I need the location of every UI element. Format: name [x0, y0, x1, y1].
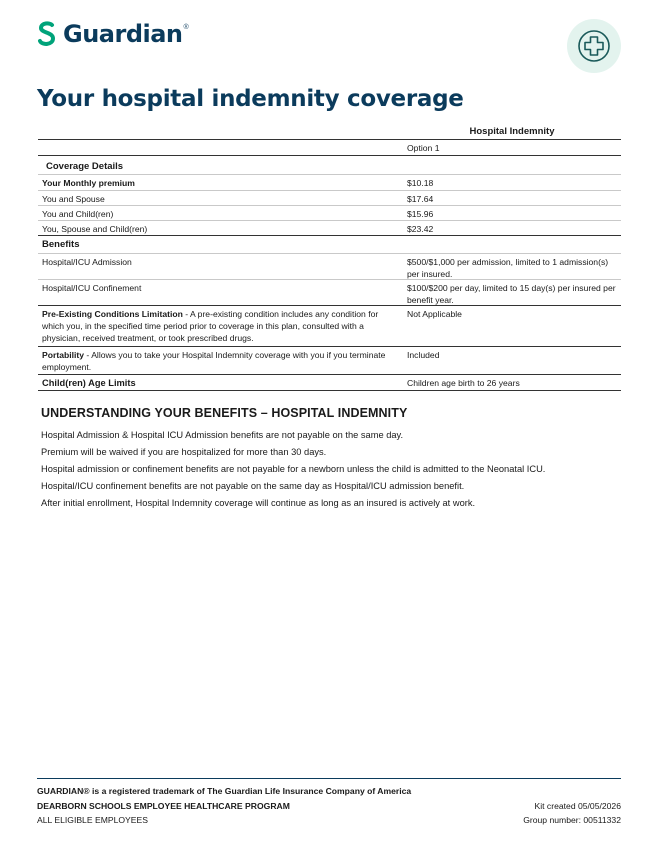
row-description: - Allows you to take your Hospital Indemnity coverage with you if you terminate employment.: [42, 350, 386, 372]
row-label: Pre-Existing Conditions Limitation: [42, 309, 183, 319]
row-value: $500/$1,000 per admission, limited to 1 admission(s) per insured.: [407, 257, 609, 279]
table-row: [38, 175, 621, 191]
brand-name: Guardian: [63, 20, 183, 48]
row-label: Hospital/ICU Admission: [42, 257, 132, 267]
row-label: You and Child(ren): [42, 209, 114, 219]
footer-eligibility: ALL ELIGIBLE EMPLOYEES: [37, 815, 148, 825]
footer-program: DEARBORN SCHOOLS EMPLOYEE HEALTHCARE PROGRAM: [37, 801, 290, 811]
row-label: Hospital/ICU Confinement: [42, 283, 142, 293]
list-item: Hospital/ICU confinement benefits are not payable on the same day as Hospital/ICU admission benefit.: [41, 481, 465, 491]
table-row: [38, 375, 621, 391]
understanding-list: [41, 427, 621, 512]
footer-trademark: GUARDIAN® is a registered trademark of The Guardian Life Insurance Company of America: [37, 786, 412, 796]
table-row-coverage-details: [38, 156, 621, 175]
footer-kit-created: Kit created 05/05/2026: [534, 801, 621, 811]
understanding-title: UNDERSTANDING YOUR BENEFITS – HOSPITAL INDEMNITY: [41, 406, 408, 420]
table-row: [38, 221, 621, 236]
page-title: Your hospital indemnity coverage: [37, 86, 464, 112]
portability-cell: [38, 349, 403, 374]
medical-badge: [567, 19, 621, 73]
row-value: $10.18: [407, 178, 434, 188]
row-value: $100/$200 per day, limited to 15 day(s) per insured per benefit year.: [407, 283, 616, 305]
guardian-g-icon: [37, 20, 57, 48]
brand-trademark: ®: [183, 24, 189, 31]
row-label: Child(ren) Age Limits: [42, 378, 136, 388]
table-row-benefits: [38, 236, 621, 254]
option-row: [38, 140, 621, 156]
footer-divider: [37, 778, 621, 779]
table-row: [38, 191, 621, 206]
table-row: [38, 347, 621, 375]
row-value: Not Applicable: [407, 309, 462, 319]
table-row: [38, 280, 621, 306]
row-value: Children age birth to 26 years: [407, 378, 520, 388]
row-value: $17.64: [407, 194, 434, 204]
row-label: You and Spouse: [42, 194, 105, 204]
table-header-row: [38, 125, 621, 140]
table-row: [38, 206, 621, 221]
table-row: [38, 254, 621, 280]
plan-header: Hospital Indemnity: [469, 126, 555, 137]
list-item: Hospital admission or confinement benefits are not payable for a newborn unless the child is admitted to the Neonatal ICU.: [41, 464, 546, 474]
row-value: Included: [407, 350, 440, 360]
medical-cross-icon: [576, 28, 612, 64]
row-value: $15.96: [407, 209, 434, 219]
section-benefits: Benefits: [42, 239, 80, 250]
option-label: Option 1: [407, 143, 440, 153]
table-row: [38, 306, 621, 347]
footer-group-number: Group number: 00511332: [523, 815, 621, 825]
guardian-logo: [37, 20, 189, 48]
list-item: Premium will be waived if you are hospitalized for more than 30 days.: [41, 447, 327, 457]
pre-existing-cell: [38, 308, 403, 346]
row-description: - A pre-existing condition includes any condition for which you, in the specified time period prior to coverage in this plan, consulted with a physician, received treatment, or took prescribed drugs.: [42, 309, 379, 343]
row-label: Portability: [42, 350, 85, 360]
list-item: Hospital Admission & Hospital ICU Admission benefits are not payable on the same day.: [41, 430, 404, 440]
row-label: Your Monthly premium: [42, 178, 135, 188]
coverage-table: [38, 125, 621, 391]
row-value: $23.42: [407, 224, 434, 234]
section-coverage-details: Coverage Details: [46, 161, 124, 172]
list-item: After initial enrollment, Hospital Indemnity coverage will continue as long as an insured is actively at work.: [41, 498, 476, 508]
row-label: You, Spouse and Child(ren): [42, 224, 148, 234]
